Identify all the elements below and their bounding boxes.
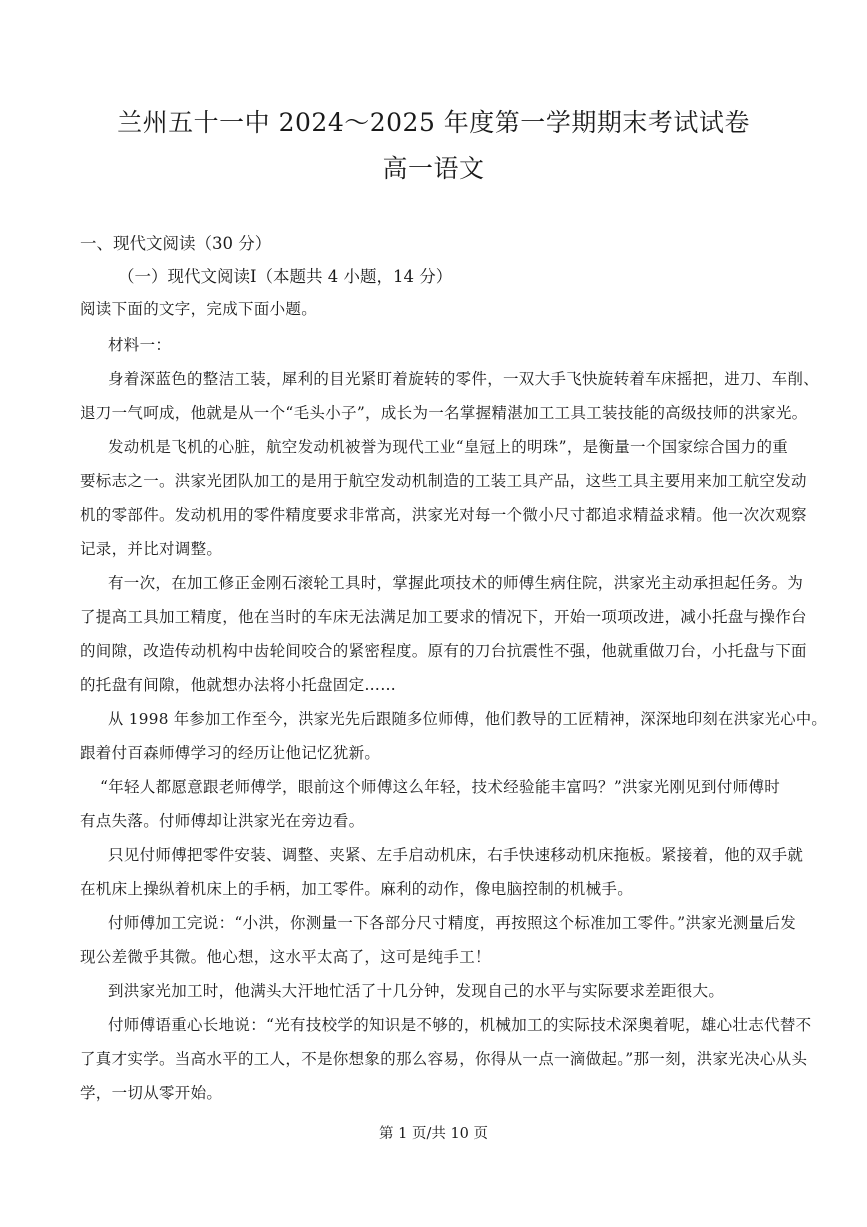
paragraph-line: 发动机是飞机的心脏，航空发动机被誉为现代工业“皇冠上的明珠”，是衡量一个国家综合国力的重 — [108, 438, 789, 456]
paragraph-line: 付师傅语重心长地说：“光有技校学的知识是不够的，机械加工的实际技术深奥着呢，雄心壮志代替不 — [108, 1016, 812, 1034]
paragraph-line: 了提高工具加工精度，他在当时的车床无法满足加工要求的情况下，开始一项项改进，减小托盘与操作台 — [80, 608, 807, 626]
exam-subject: 高一语文 — [382, 154, 485, 183]
paragraph-line: 要标志之一。洪家光团队加工的是用于航空发动机制造的工装工具产品，这些工具主要用来加工航空发动 — [80, 472, 807, 490]
paragraph-line: 现公差微乎其微。他心想，这水平太高了，这可是纯手工！ — [80, 948, 491, 966]
paragraph-line: 只见付师傅把零件安装、调整、夹紧、左手启动机床，右手快速移动机床拖板。紧接着，他的双手就 — [108, 846, 804, 864]
paragraph-line: 从 1998 年参加工作至今，洪家光先后跟随多位师傅，他们教导的工匠精神，深深地印刻在洪家光心中。 — [108, 710, 827, 728]
material-label: 材料一： — [108, 336, 172, 354]
section-heading: 一、现代文阅读（30 分） — [80, 234, 272, 253]
page-footer: 第 1 页/共 10 页 — [379, 1126, 488, 1142]
paragraph-line: 了真才实学。当高水平的工人，不是你想象的那么容易，你得从一点一滴做起。”那一刻，洪家光决心从头 — [80, 1050, 808, 1068]
paragraph-line: 到洪家光加工时，他满头大汗地忙活了十几分钟，发现自己的水平与实际要求差距很大。 — [108, 982, 725, 1000]
paragraph-line: 退刀一气呵成，他就是从一个“毛头小子”，成长为一名掌握精湛加工工具工装技能的高级技师的洪家光。 — [80, 404, 808, 422]
paragraph-line: 学，一切从零开始。 — [80, 1084, 223, 1102]
paragraph-line: 记录，并比对调整。 — [80, 540, 223, 558]
paragraph-line: 跟着付百森师傅学习的经历让他记忆犹新。 — [80, 744, 381, 762]
paragraph-line: 的托盘有间隙，他就想办法将小托盘固定…… — [80, 676, 397, 694]
reading-instruction: 阅读下面的文字，完成下面小题。 — [80, 300, 318, 318]
paragraph-line: 的间隙，改造传动机构中齿轮间咬合的紧密程度。原有的刀台抗震性不强，他就重做刀台，小托盘与下面 — [80, 642, 807, 660]
paragraph-line: 在机床上操纵着机床上的手柄，加工零件。麻利的动作，像电脑控制的机械手。 — [80, 880, 634, 898]
paragraph-line: 有一次，在加工修正金刚石滚轮工具时，掌握此项技术的师傅生病住院，洪家光主动承担起任务。为 — [108, 574, 804, 592]
subsection-heading: （一）现代文阅读Ⅰ（本题共 4 小题，14 分） — [118, 267, 453, 286]
paragraph-line: “年轻人都愿意跟老师傅学，眼前这个师傅这么年轻，技术经验能丰富吗？”洪家光刚见到付师傅时 — [100, 778, 781, 796]
paragraph-line: 付师傅加工完说：“小洪，你测量一下各部分尺寸精度，再按照这个标准加工零件。”洪家光测量后发 — [108, 914, 797, 932]
paragraph-line: 有点失落。付师傅却让洪家光在旁边看。 — [80, 812, 365, 830]
exam-title: 兰州五十一中 2024～2025 年度第一学期期末考试试卷 — [117, 108, 750, 137]
paragraph-line: 身着深蓝色的整洁工装，犀利的目光紧盯着旋转的零件，一双大手飞快旋转着车床摇把，进刀、车削、 — [108, 370, 820, 388]
paragraph-line: 机的零部件。发动机用的零件精度要求非常高，洪家光对每一个微小尺寸都追求精益求精。他一次次观察 — [80, 506, 807, 524]
